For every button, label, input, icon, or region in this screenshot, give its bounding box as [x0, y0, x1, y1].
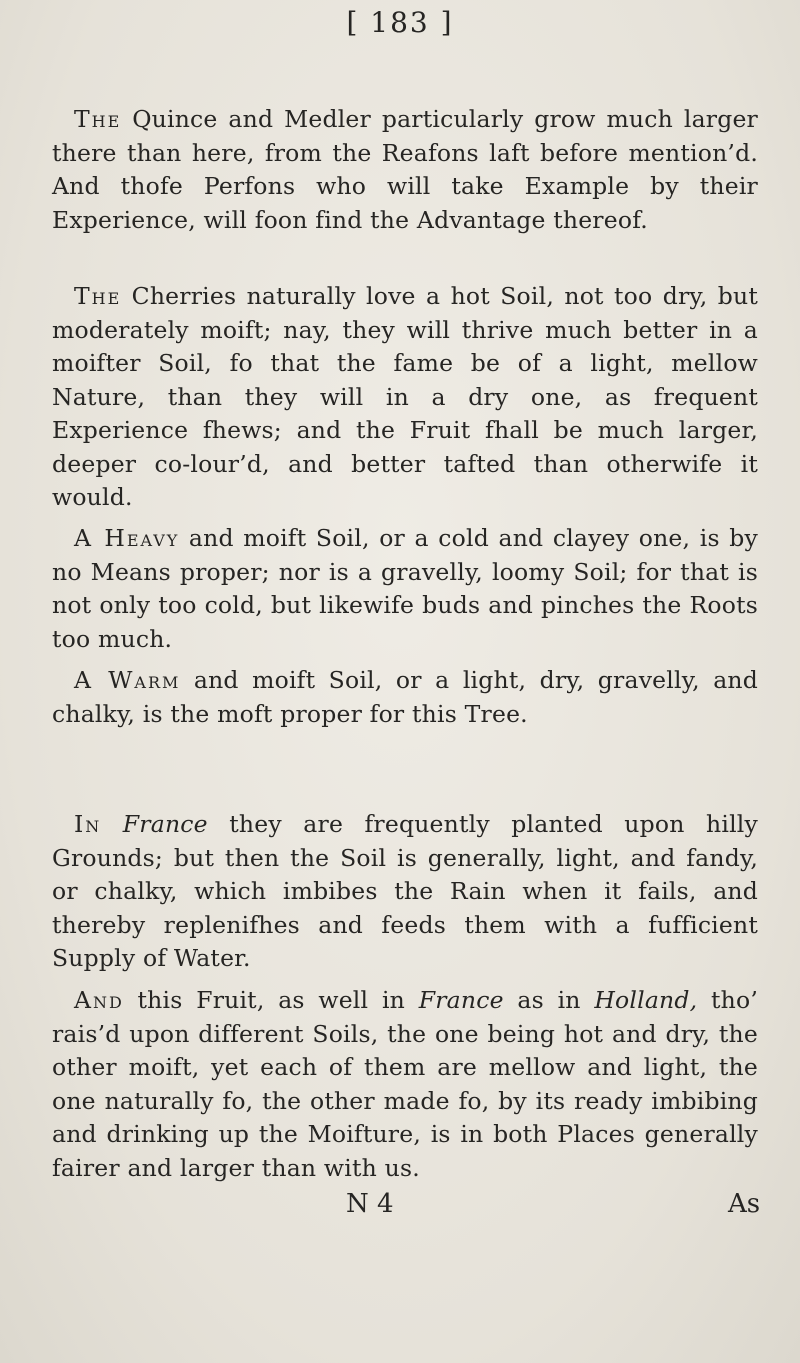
catchword: As [728, 1189, 761, 1219]
paragraph-lead: In [74, 810, 102, 838]
paragraph-lead: A Warm [74, 666, 181, 694]
paragraph-text: as in [503, 986, 595, 1014]
paragraph-text: Quince and Medler particularly grow much larger there than here, from the Reafons laft before mention’d. And thofe Perfons who will take Example by their Experience, will foon find the Advantage thereof. [52, 105, 758, 234]
paragraph-text: this Fruit, as well in [123, 986, 419, 1014]
paragraph-quince [52, 103, 758, 237]
paragraph-lead: The [74, 105, 122, 133]
paragraph-text: and moift Soil, or a light, dry, gravelly, and chalky, is the moft proper for this Tree. [52, 666, 758, 728]
paragraph-warm-soil [52, 664, 758, 731]
page-footer [0, 1189, 800, 1229]
paragraph-text: tho’ rais’d upon different Soils, the one being hot and dry, the other moift, yet each of them are mellow and light, the one naturally fo, the other made fo, by its ready imbibing and drinking up the Moifture, is in both Places generally fairer and larger than with us. [52, 986, 759, 1182]
paragraph-text: Cherries naturally love a hot Soil, not too dry, but moderately moift; nay, they will thrive much better in a moifter Soil, fo that the fame be of a light, mellow Nature, than they will in a dry one, as frequent Experience fhews; and the Fruit fhall be much larger, deeper co-lour’d, and better tafted than otherwife it would. [52, 282, 758, 511]
paragraph-cherries [52, 280, 758, 515]
paragraph-lead: And [74, 986, 124, 1014]
place-name: France [122, 810, 208, 838]
paragraph-lead: The [74, 282, 122, 310]
place-name: France [418, 986, 504, 1014]
signature-mark: N 4 [346, 1189, 394, 1219]
paragraph-lead: A Heavy [74, 524, 180, 552]
paragraph-france [52, 808, 758, 976]
paragraph-heavy-soil [52, 522, 758, 656]
paragraph-and-this-fruit [52, 984, 758, 1185]
paragraph-text: they are frequently planted upon hilly Grounds; but then the Soil is generally, light, and fandy, or chalky, which imbibes the Rain when it fails, and thereby replenifhes and feeds them with a fufficient Supply of Water. [52, 810, 759, 972]
place-name: Holland, [594, 986, 698, 1014]
page-number: [ 183 ] [346, 6, 454, 39]
paragraph-text: and moift Soil, or a cold and clayey one, is by no Means proper; nor is a gravelly, loomy Soil; for that is not only too cold, but likewife buds and pinches the Roots too much. [52, 524, 758, 653]
